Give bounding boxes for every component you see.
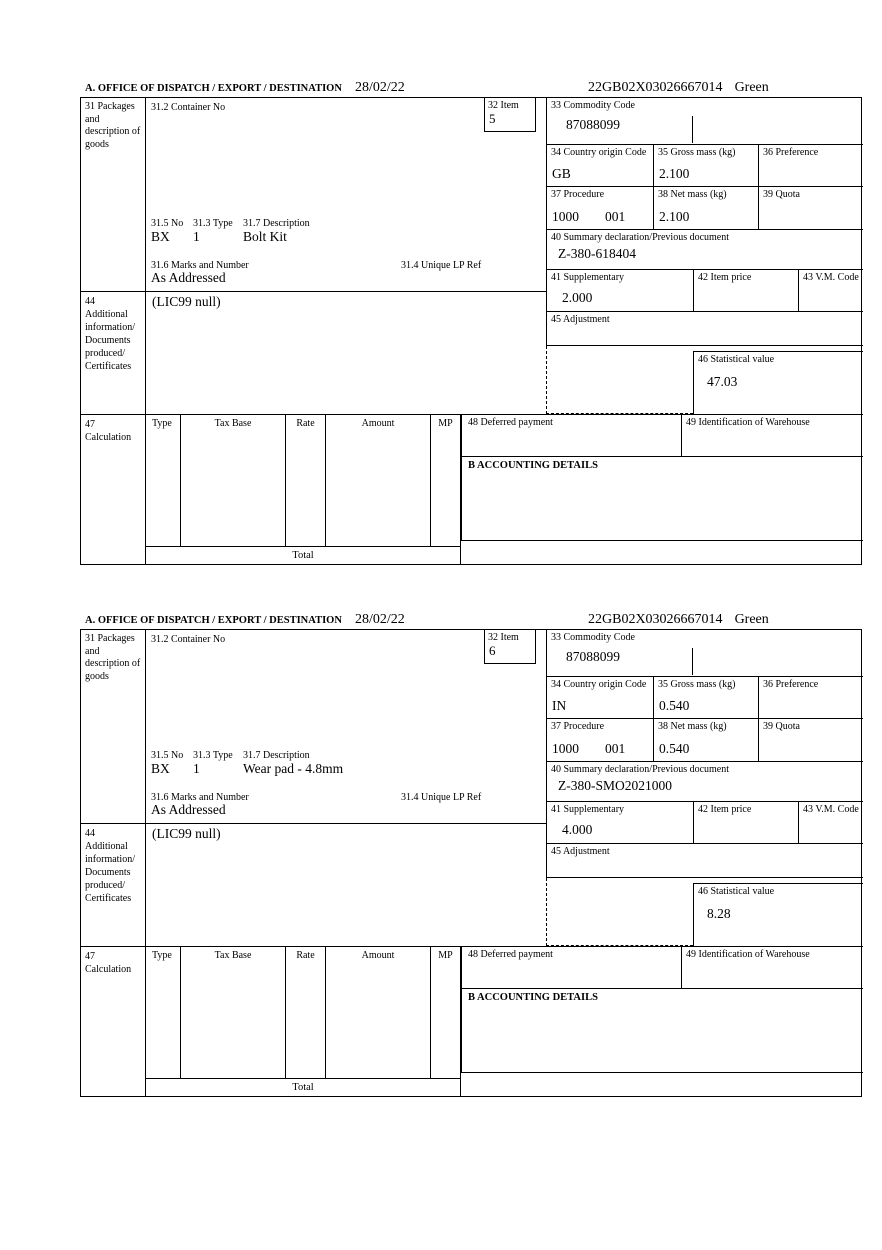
commodity-code-value: 87088099 bbox=[566, 117, 620, 132]
box47-calculation-label: 47 Calculation bbox=[81, 414, 146, 564]
box37-procedure bbox=[546, 186, 653, 229]
box31-2-container-no-label: 31.2 Container No bbox=[151, 634, 226, 645]
box47-calculation-label: 47 Calculation bbox=[81, 946, 146, 1096]
box42-item-price bbox=[693, 801, 798, 843]
net-mass-value: 0.540 bbox=[659, 741, 690, 757]
box37-procedure-label: 37 Procedure bbox=[551, 721, 605, 732]
box38-net-mass-label: 38 Net mass (kg) bbox=[658, 721, 727, 732]
box37-procedure-label: 37 Procedure bbox=[551, 189, 605, 200]
goods-description-value: Bolt Kit bbox=[243, 229, 287, 244]
box40-summary-declaration bbox=[546, 761, 863, 801]
box32-item-label: 32 Item bbox=[488, 632, 519, 643]
country-origin-value: IN bbox=[552, 698, 567, 714]
box38-net-mass bbox=[653, 186, 758, 229]
box42-item-price-label: 42 Item price bbox=[698, 804, 752, 815]
box31-7-description-label: 31.7 Description bbox=[243, 750, 310, 761]
box32-item bbox=[484, 630, 536, 664]
office-of-dispatch-label: A. OFFICE OF DISPATCH / EXPORT / DESTINATION bbox=[85, 83, 342, 94]
goods-description-value: Wear pad - 4.8mm bbox=[243, 761, 344, 776]
box31-3-type-label: 31.3 Type bbox=[193, 218, 233, 229]
additional-info-value: (LIC99 null) bbox=[152, 294, 221, 309]
section-header bbox=[80, 80, 862, 97]
office-of-dispatch-label: A. OFFICE OF DISPATCH / EXPORT / DESTINATION bbox=[85, 615, 342, 626]
box31-5-no-label: 31.5 No bbox=[151, 218, 184, 229]
box31-7-description-label: 31.7 Description bbox=[243, 218, 310, 229]
box44-label bbox=[81, 291, 146, 414]
box43-vm-code bbox=[798, 801, 863, 843]
statistical-value: 8.28 bbox=[707, 906, 731, 921]
procedure-code-value: 1000 bbox=[552, 741, 579, 757]
calc-column-tax-base: Tax Base bbox=[181, 414, 286, 546]
box41-supplementary bbox=[546, 801, 693, 843]
box40-summary-declaration-label: 40 Summary declaration/Previous document bbox=[551, 764, 730, 775]
accounting-details-box bbox=[461, 456, 863, 541]
box32-item bbox=[484, 98, 536, 132]
box33-commodity-code bbox=[546, 98, 863, 144]
commodity-code-value: 87088099 bbox=[566, 649, 620, 664]
calc-column-type: Type bbox=[146, 946, 181, 1078]
box31-6-marks-label: 31.6 Marks and Number bbox=[151, 792, 249, 803]
package-count-value: BX bbox=[151, 761, 170, 776]
box43-vm-code-label: 43 V.M. Code bbox=[803, 272, 859, 283]
box31-packages-label: 31 Packages and description of goods bbox=[81, 98, 146, 291]
box35-gross-mass-label: 35 Gross mass (kg) bbox=[658, 147, 736, 158]
box49-warehouse-id bbox=[681, 946, 863, 988]
box33-commodity-code bbox=[546, 630, 863, 676]
statistical-value: 47.03 bbox=[707, 374, 738, 389]
country-origin-value: GB bbox=[552, 166, 571, 182]
gross-mass-value: 0.540 bbox=[659, 698, 690, 714]
box44-additional-info-area bbox=[146, 823, 546, 946]
package-count-value: BX bbox=[151, 229, 170, 244]
supplementary-units-value: 4.000 bbox=[562, 822, 593, 838]
marks-value: As Addressed bbox=[151, 270, 226, 285]
supplementary-units-value: 2.000 bbox=[562, 290, 593, 306]
summary-declaration-value: Z-380-618404 bbox=[558, 246, 636, 261]
procedure-code-value: 1000 bbox=[552, 209, 579, 225]
box31-4-unique-lp-ref-label: 31.4 Unique LP Ref bbox=[401, 260, 482, 271]
declaration-date: 28/02/22 bbox=[355, 80, 405, 95]
box42-item-price-label: 42 Item price bbox=[698, 272, 752, 283]
calc-column-type: Type bbox=[146, 414, 181, 546]
box46-statistical-value bbox=[693, 883, 863, 946]
box46-statistical-value-label: 46 Statistical value bbox=[698, 354, 775, 365]
box42-item-price bbox=[693, 269, 798, 311]
box48-deferred-payment-label: 48 Deferred payment bbox=[468, 417, 553, 428]
declaration-date: 28/02/22 bbox=[355, 612, 405, 627]
box44-text: Additional information/ Documents produced/ Certificates bbox=[85, 841, 135, 904]
box31-2-container-no-label: 31.2 Container No bbox=[151, 102, 226, 113]
movement-reference bbox=[588, 80, 769, 96]
box44-number: 44 bbox=[85, 828, 95, 839]
calc-total-row: Total bbox=[146, 546, 461, 564]
box48-deferred-payment-label: 48 Deferred payment bbox=[468, 949, 553, 960]
box41-supplementary bbox=[546, 269, 693, 311]
commodity-code-divider bbox=[692, 116, 693, 143]
box46-dashed-area bbox=[546, 346, 693, 414]
box48-deferred-payment bbox=[461, 946, 681, 988]
package-type-value: 1 bbox=[193, 229, 200, 244]
declaration-item-section bbox=[80, 80, 862, 565]
box46-statistical-value bbox=[693, 351, 863, 414]
accounting-details-label: B ACCOUNTING DETAILS bbox=[468, 992, 598, 1003]
item-number-value: 5 bbox=[489, 111, 496, 127]
box33-commodity-code-label: 33 Commodity Code bbox=[551, 632, 635, 643]
procedure-values bbox=[552, 742, 625, 757]
box31-5-no-label: 31.5 No bbox=[151, 750, 184, 761]
additional-info-value: (LIC99 null) bbox=[152, 826, 221, 841]
box34-country-origin bbox=[546, 144, 653, 186]
procedure-values bbox=[552, 210, 625, 225]
accounting-details-label: B ACCOUNTING DETAILS bbox=[468, 460, 598, 471]
box45-adjustment bbox=[546, 311, 863, 346]
box35-gross-mass bbox=[653, 144, 758, 186]
box31-6-marks-label: 31.6 Marks and Number bbox=[151, 260, 249, 271]
routing-status: Green bbox=[734, 612, 769, 627]
box39-quota-label: 39 Quota bbox=[763, 721, 800, 732]
item-form-grid bbox=[80, 629, 862, 1097]
box37-procedure bbox=[546, 718, 653, 761]
mrn-value: 22GB02X03026667014 bbox=[588, 80, 723, 95]
box38-net-mass-label: 38 Net mass (kg) bbox=[658, 189, 727, 200]
commodity-code-divider bbox=[692, 648, 693, 675]
item-form-grid bbox=[80, 97, 862, 565]
procedure-code-2-value: 001 bbox=[605, 741, 626, 757]
routing-status: Green bbox=[734, 80, 769, 95]
box31-4-unique-lp-ref-label: 31.4 Unique LP Ref bbox=[401, 792, 482, 803]
box36-preference bbox=[758, 144, 863, 186]
calc-column-rate: Rate bbox=[286, 414, 326, 546]
box40-summary-declaration bbox=[546, 229, 863, 269]
box32-item-label: 32 Item bbox=[488, 100, 519, 111]
box49-warehouse-id-label: 49 Identification of Warehouse bbox=[686, 949, 810, 960]
box39-quota bbox=[758, 186, 863, 229]
mrn-value: 22GB02X03026667014 bbox=[588, 612, 723, 627]
box49-warehouse-id-label: 49 Identification of Warehouse bbox=[686, 417, 810, 428]
box41-supplementary-label: 41 Supplementary bbox=[551, 272, 625, 283]
box45-adjustment-label: 45 Adjustment bbox=[551, 846, 610, 857]
net-mass-value: 2.100 bbox=[659, 209, 690, 225]
box35-gross-mass bbox=[653, 676, 758, 718]
calc-column-mp: MP bbox=[431, 946, 461, 1078]
calc-column-amount: Amount bbox=[326, 946, 431, 1078]
box41-supplementary-label: 41 Supplementary bbox=[551, 804, 625, 815]
calc-column-mp: MP bbox=[431, 414, 461, 546]
box39-quota bbox=[758, 718, 863, 761]
item-number-value: 6 bbox=[489, 643, 496, 659]
box36-preference-label: 36 Preference bbox=[763, 147, 819, 158]
gross-mass-value: 2.100 bbox=[659, 166, 690, 182]
box43-vm-code bbox=[798, 269, 863, 311]
calc-column-rate: Rate bbox=[286, 946, 326, 1078]
box34-country-origin bbox=[546, 676, 653, 718]
accounting-details-box bbox=[461, 988, 863, 1073]
declaration-item-section bbox=[80, 612, 862, 1097]
box34-country-origin-label: 34 Country origin Code bbox=[551, 147, 647, 158]
box43-vm-code-label: 43 V.M. Code bbox=[803, 804, 859, 815]
box40-summary-declaration-label: 40 Summary declaration/Previous document bbox=[551, 232, 730, 243]
box38-net-mass bbox=[653, 718, 758, 761]
calc-column-tax-base: Tax Base bbox=[181, 946, 286, 1078]
box44-label bbox=[81, 823, 146, 946]
box34-country-origin-label: 34 Country origin Code bbox=[551, 679, 647, 690]
marks-value: As Addressed bbox=[151, 802, 226, 817]
section-header bbox=[80, 612, 862, 629]
calc-total-row: Total bbox=[146, 1078, 461, 1096]
box44-additional-info-area bbox=[146, 291, 546, 414]
box44-number: 44 bbox=[85, 296, 95, 307]
package-type-value: 1 bbox=[193, 761, 200, 776]
box31-packages-label: 31 Packages and description of goods bbox=[81, 630, 146, 823]
box35-gross-mass-label: 35 Gross mass (kg) bbox=[658, 679, 736, 690]
box36-preference bbox=[758, 676, 863, 718]
box49-warehouse-id bbox=[681, 414, 863, 456]
box39-quota-label: 39 Quota bbox=[763, 189, 800, 200]
movement-reference bbox=[588, 612, 769, 628]
procedure-code-2-value: 001 bbox=[605, 209, 626, 225]
box31-3-type-label: 31.3 Type bbox=[193, 750, 233, 761]
box45-adjustment bbox=[546, 843, 863, 878]
box33-commodity-code-label: 33 Commodity Code bbox=[551, 100, 635, 111]
box36-preference-label: 36 Preference bbox=[763, 679, 819, 690]
calc-column-amount: Amount bbox=[326, 414, 431, 546]
box45-adjustment-label: 45 Adjustment bbox=[551, 314, 610, 325]
box46-dashed-area bbox=[546, 878, 693, 946]
box48-deferred-payment bbox=[461, 414, 681, 456]
summary-declaration-value: Z-380-SMO2021000 bbox=[558, 778, 672, 793]
box46-statistical-value-label: 46 Statistical value bbox=[698, 886, 775, 897]
box44-text: Additional information/ Documents produced/ Certificates bbox=[85, 309, 135, 372]
